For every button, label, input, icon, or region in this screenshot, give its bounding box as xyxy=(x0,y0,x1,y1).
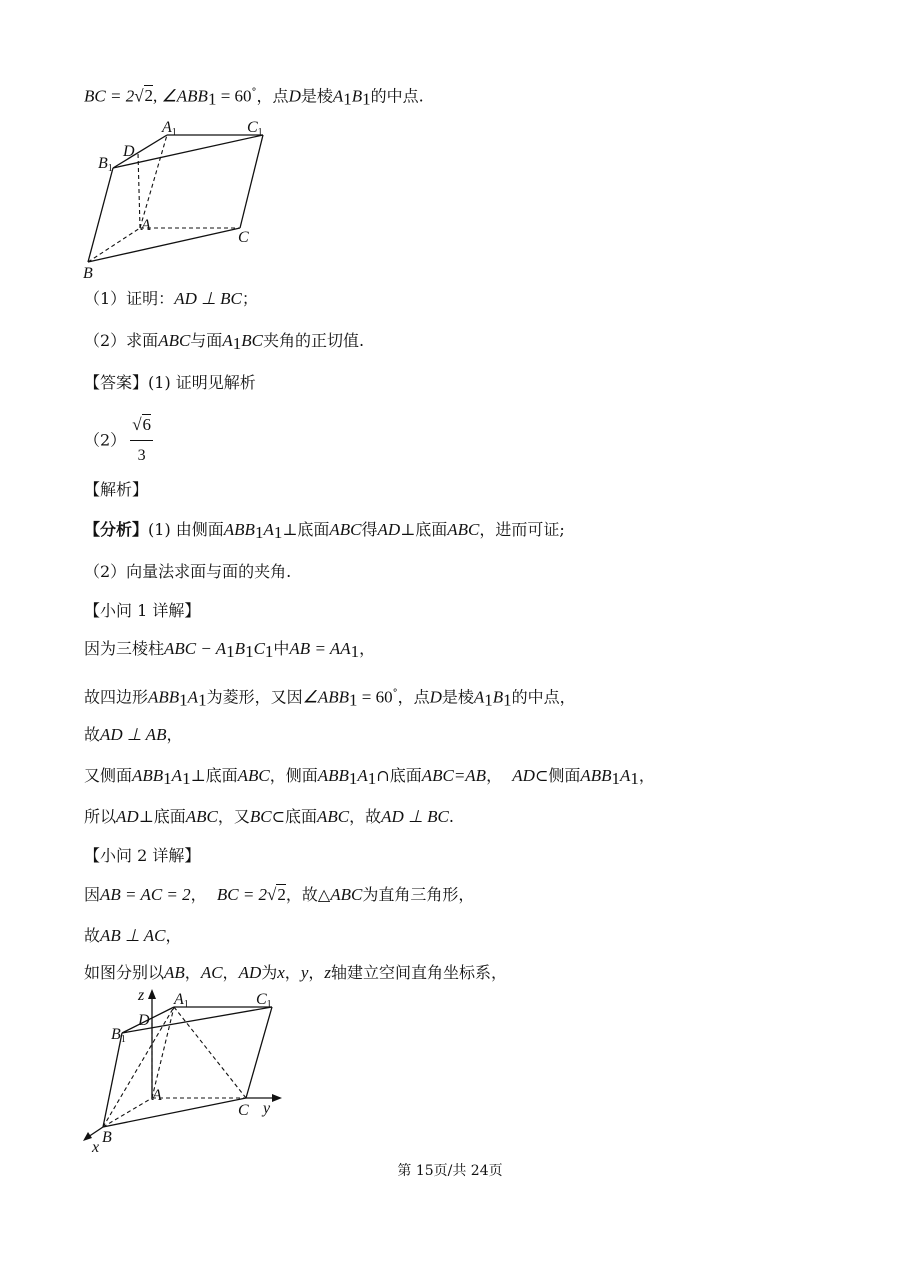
prism-figure-1 xyxy=(78,115,288,285)
answer-fraction: $\frac{√6}{3}$ xyxy=(130,412,153,469)
s2-line-1: 因AB = AC = 2， BC = 2√2，故△ABC为直角三角形， xyxy=(84,885,475,904)
s1l5-m5: AD ⊥ BC xyxy=(381,807,449,826)
z-axis-arrow xyxy=(148,989,156,999)
fenxi-m1b: A xyxy=(263,520,274,539)
edge-bc xyxy=(103,1098,246,1127)
s1l4-t6: ⊂侧面 xyxy=(534,766,581,785)
edge-bb1 xyxy=(88,168,113,262)
s1-line-5 xyxy=(84,806,454,828)
label-b: B xyxy=(83,265,93,282)
x-axis-arrow xyxy=(83,1132,92,1141)
s1l3-t2: ， xyxy=(166,725,183,744)
answer-denominator: 3 xyxy=(137,447,146,464)
question-1 xyxy=(84,288,258,310)
s1l2-sub4: 1 xyxy=(484,690,493,710)
q2-bc: BC xyxy=(241,331,263,350)
s1l2-b: B xyxy=(492,687,504,707)
edge-bc xyxy=(88,228,240,262)
s2l3-t6: ， xyxy=(308,963,325,982)
s1l2-t2: 为菱形，又因 xyxy=(206,687,303,707)
fenxi-m1: ABB xyxy=(223,520,255,539)
prism-figure-2-coordinates xyxy=(78,985,298,1155)
label-b: B xyxy=(102,1129,112,1146)
fenxi-t4: ⊥底面 xyxy=(400,520,448,539)
sub1-tag: 【小问 1 详解】 xyxy=(84,601,201,620)
edge-aa1 xyxy=(152,1007,174,1098)
fenxi-m4: ABC xyxy=(447,520,480,539)
intro-edge: 是棱 xyxy=(300,86,333,106)
s1l1-t3: ， xyxy=(359,639,376,658)
s2l1-t3: ，故△ xyxy=(285,885,331,904)
label-d: D xyxy=(138,1012,150,1029)
s1l4-m1b: A xyxy=(171,766,183,785)
s1l5-t2: ⊥底面 xyxy=(138,807,186,826)
s1l4-t2: ⊥底面 xyxy=(190,766,238,785)
s1l4-sub5: 1 xyxy=(611,769,621,788)
label-y: y xyxy=(263,1100,271,1117)
answer-part2 xyxy=(84,412,153,469)
s2l1-m1: AB = AC = 2 xyxy=(100,885,191,904)
q2-a: A xyxy=(222,331,233,350)
edge-cc1 xyxy=(246,1007,272,1098)
s1l4-m6: ABB xyxy=(580,766,612,785)
s1l4-m1: ABB xyxy=(132,766,164,785)
edge-b1a1 xyxy=(113,135,167,168)
edge-ad xyxy=(138,153,140,228)
answer-numerator: 6 xyxy=(142,415,152,434)
s1l4-t7: ， xyxy=(638,766,655,785)
s2l3-t4: 为 xyxy=(261,963,278,982)
q2-sub: 1 xyxy=(232,334,242,353)
s2l2-t1: 故 xyxy=(84,926,101,945)
s1l4-m3: ABB xyxy=(317,766,349,785)
s1l4-sub1: 1 xyxy=(163,769,172,788)
s2l3-t3: ， xyxy=(222,963,239,982)
label-c1: C1 xyxy=(247,119,263,138)
s1l4-m2: ABC xyxy=(237,766,270,785)
fenxi-tag: 【分析】 xyxy=(84,520,149,539)
s1l4-m3b: A xyxy=(357,766,368,785)
s1l2-sub3: 1 xyxy=(348,690,358,710)
fenxi-t2: ⊥底面 xyxy=(282,520,330,539)
s2l1-m2: BC = 2 xyxy=(216,885,268,904)
s1l2-sub2: 1 xyxy=(198,690,207,710)
intro-angle-val: = 60 xyxy=(216,86,252,106)
s2l1-t2: ， xyxy=(190,885,207,904)
fenxi-t5: ，进而可证; xyxy=(479,520,565,539)
y-axis-arrow xyxy=(272,1094,282,1102)
s1-line-3 xyxy=(84,724,182,746)
s1l2-a: A xyxy=(473,687,485,707)
s1l4-sub2: 1 xyxy=(182,769,191,788)
s1l4-sub3: 1 xyxy=(348,769,358,788)
intro-angle-sub: 1 xyxy=(207,89,217,109)
intro-mid: ，点 xyxy=(256,86,289,106)
s1l4-m6b: A xyxy=(620,766,631,785)
s2-line-3 xyxy=(84,962,507,984)
s2l3-x: x xyxy=(277,963,285,982)
question-2 xyxy=(84,330,364,355)
s1l1-m1: ABC − A xyxy=(164,639,227,658)
fenxi-m2: ABC xyxy=(329,520,362,539)
s2-line-2 xyxy=(84,925,182,947)
s2l3-t5: ， xyxy=(284,963,301,982)
s1l4-sub4: 1 xyxy=(367,769,377,788)
s1l4-sub6: 1 xyxy=(630,769,639,788)
intro-tail: 的中点. xyxy=(370,86,424,106)
s2l1-m3: ABC xyxy=(330,885,363,904)
q1-math: AD ⊥ BC xyxy=(174,289,242,308)
intro-angle: ∠ABB xyxy=(161,86,208,106)
s1l4-t5: ， xyxy=(486,766,503,785)
s1l1-t1: 因为三棱柱 xyxy=(84,639,165,658)
label-c: C xyxy=(238,229,249,246)
intro-radicand: 2 xyxy=(144,86,154,106)
s2l3-z: z xyxy=(324,963,331,982)
s2l2-t2: ， xyxy=(165,926,182,945)
s2l3-t1: 如图分别以 xyxy=(84,963,165,982)
intro-degree: ° xyxy=(251,87,257,98)
label-a: A xyxy=(141,217,151,234)
s1l5-m4: ABC xyxy=(317,807,350,826)
fenxi-m3: AD xyxy=(377,520,401,539)
s1l2-m2: ∠ABB xyxy=(302,687,349,707)
s1l1-sub4: 1 xyxy=(350,642,360,661)
q2-abc: ABC xyxy=(158,331,191,350)
s1l2-t1: 故四边形 xyxy=(84,687,149,707)
intro-line: BC = 2√2, $\angle ABB_1 = 60^\circ$，点D是棱$A_1B_1$的中点. xyxy=(84,86,424,109)
s2l3-m2: AC xyxy=(200,963,223,982)
edge-b1c1 xyxy=(113,135,263,168)
answer-line xyxy=(84,372,256,394)
s1l1-m1b: B xyxy=(234,639,246,658)
fenxi-t1: (1) 由侧面 xyxy=(148,520,224,539)
page-footer: 第 15页/共 24页 xyxy=(397,1163,503,1179)
s1-line-1 xyxy=(84,638,375,663)
s2l3-m1: AB xyxy=(164,963,185,982)
s1l5-t1: 所以 xyxy=(84,807,117,826)
s2l1-rad: 2 xyxy=(277,885,286,904)
q2-suffix: 夹角的正切值. xyxy=(262,331,365,350)
s1l4-t3: ，侧面 xyxy=(269,766,318,785)
s1l5-t4: ⊂底面 xyxy=(271,807,318,826)
label-a1: A1 xyxy=(162,119,177,138)
s1l2-m1b: A xyxy=(187,687,199,707)
edge-cc1 xyxy=(240,135,263,228)
s1l1-t2: 中 xyxy=(273,639,290,658)
s1l5-t3: ，又 xyxy=(217,807,250,826)
sub2-tag: 【小问 2 详解】 xyxy=(84,846,201,865)
s1l5-m1: AD xyxy=(116,807,139,826)
s2l1-t4: 为直角三角形， xyxy=(362,885,475,904)
intro-a1-sub: 1 xyxy=(343,89,352,109)
s1l2-t4: 是棱 xyxy=(441,687,474,707)
s1l3-t1: 故 xyxy=(84,725,101,744)
fenxi-m1b-sub: 1 xyxy=(273,523,283,542)
s2l3-t7: 轴建立空间直角坐标系， xyxy=(331,963,508,982)
s1l5-m2: ABC xyxy=(185,807,218,826)
s1l1-sub1: 1 xyxy=(226,642,235,661)
fenxi-line-1 xyxy=(84,519,565,544)
s1l1-m1c: C xyxy=(253,639,265,658)
label-x: x xyxy=(92,1139,100,1155)
intro-bc: BC = 2 xyxy=(84,86,135,106)
intro-d: D xyxy=(288,86,301,106)
answer-tag: 【答案】 xyxy=(84,373,149,392)
label-c: C xyxy=(238,1102,249,1119)
s1l4-t1: 又侧面 xyxy=(84,766,133,785)
s2l1-t1: 因 xyxy=(84,885,101,904)
s1-line-4 xyxy=(84,765,655,790)
s1l4-t4: ∩底面 xyxy=(376,766,422,785)
edge-a1c xyxy=(174,1007,246,1098)
s1l5-t5: ，故 xyxy=(349,807,382,826)
answer-part1: (1) 证明见解析 xyxy=(148,373,256,392)
s1l2-m1: ABB xyxy=(148,687,180,707)
s1l1-sub2: 1 xyxy=(245,642,254,661)
q2-mid: 与面 xyxy=(190,331,223,350)
answer-part2-prefix: （2） xyxy=(84,430,127,450)
fenxi-line-2: （2）向量法求面与面的夹角. xyxy=(84,562,292,581)
intro-b1: B xyxy=(351,86,363,106)
q1-prefix: （1）证明： xyxy=(84,289,175,308)
s1-line-2 xyxy=(84,683,576,711)
intro-b1-sub: 1 xyxy=(362,89,371,109)
label-a1: A1 xyxy=(174,991,189,1010)
s2l3-y: y xyxy=(300,963,309,982)
edge-bb1 xyxy=(103,1033,122,1127)
s1l2-d: D xyxy=(429,687,442,707)
intro-a1: A xyxy=(332,86,344,106)
s2l2-m1: AB ⊥ AC xyxy=(100,926,166,945)
s1l2-t3: ，点 xyxy=(397,687,430,707)
s1l1-m2: AB = AA xyxy=(289,639,351,658)
q2-prefix: （2）求面 xyxy=(84,331,159,350)
label-b1: B1 xyxy=(98,155,113,174)
s1l2-deg: ° xyxy=(392,688,398,699)
s1l2-t5: 的中点， xyxy=(511,687,576,707)
s1l5-m3: BC xyxy=(249,807,272,826)
s2l3-m3: AD xyxy=(238,963,262,982)
s1l3-m1: AD ⊥ AB xyxy=(100,725,167,744)
label-a: A xyxy=(152,1087,162,1104)
s1l2-sub1: 1 xyxy=(179,690,188,710)
label-b1: B1 xyxy=(111,1026,126,1045)
analysis-tag: 【解析】 xyxy=(84,480,149,499)
label-z: z xyxy=(138,987,145,1004)
fenxi-t3: 得 xyxy=(361,520,378,539)
s1l2-m2v: = 60 xyxy=(357,687,393,707)
s2l3-t2: ， xyxy=(184,963,201,982)
s1l4-m4: ABC=AB xyxy=(421,766,487,785)
q1-suffix: ； xyxy=(241,289,258,308)
fenxi-m1-sub: 1 xyxy=(254,523,264,542)
label-c1: C1 xyxy=(256,991,272,1010)
s1l2-sub5: 1 xyxy=(503,690,512,710)
s1l5-t6: . xyxy=(448,807,454,826)
s1l1-sub3: 1 xyxy=(264,642,274,661)
s1l4-m5: AD xyxy=(512,766,535,785)
label-d: D xyxy=(123,143,135,160)
